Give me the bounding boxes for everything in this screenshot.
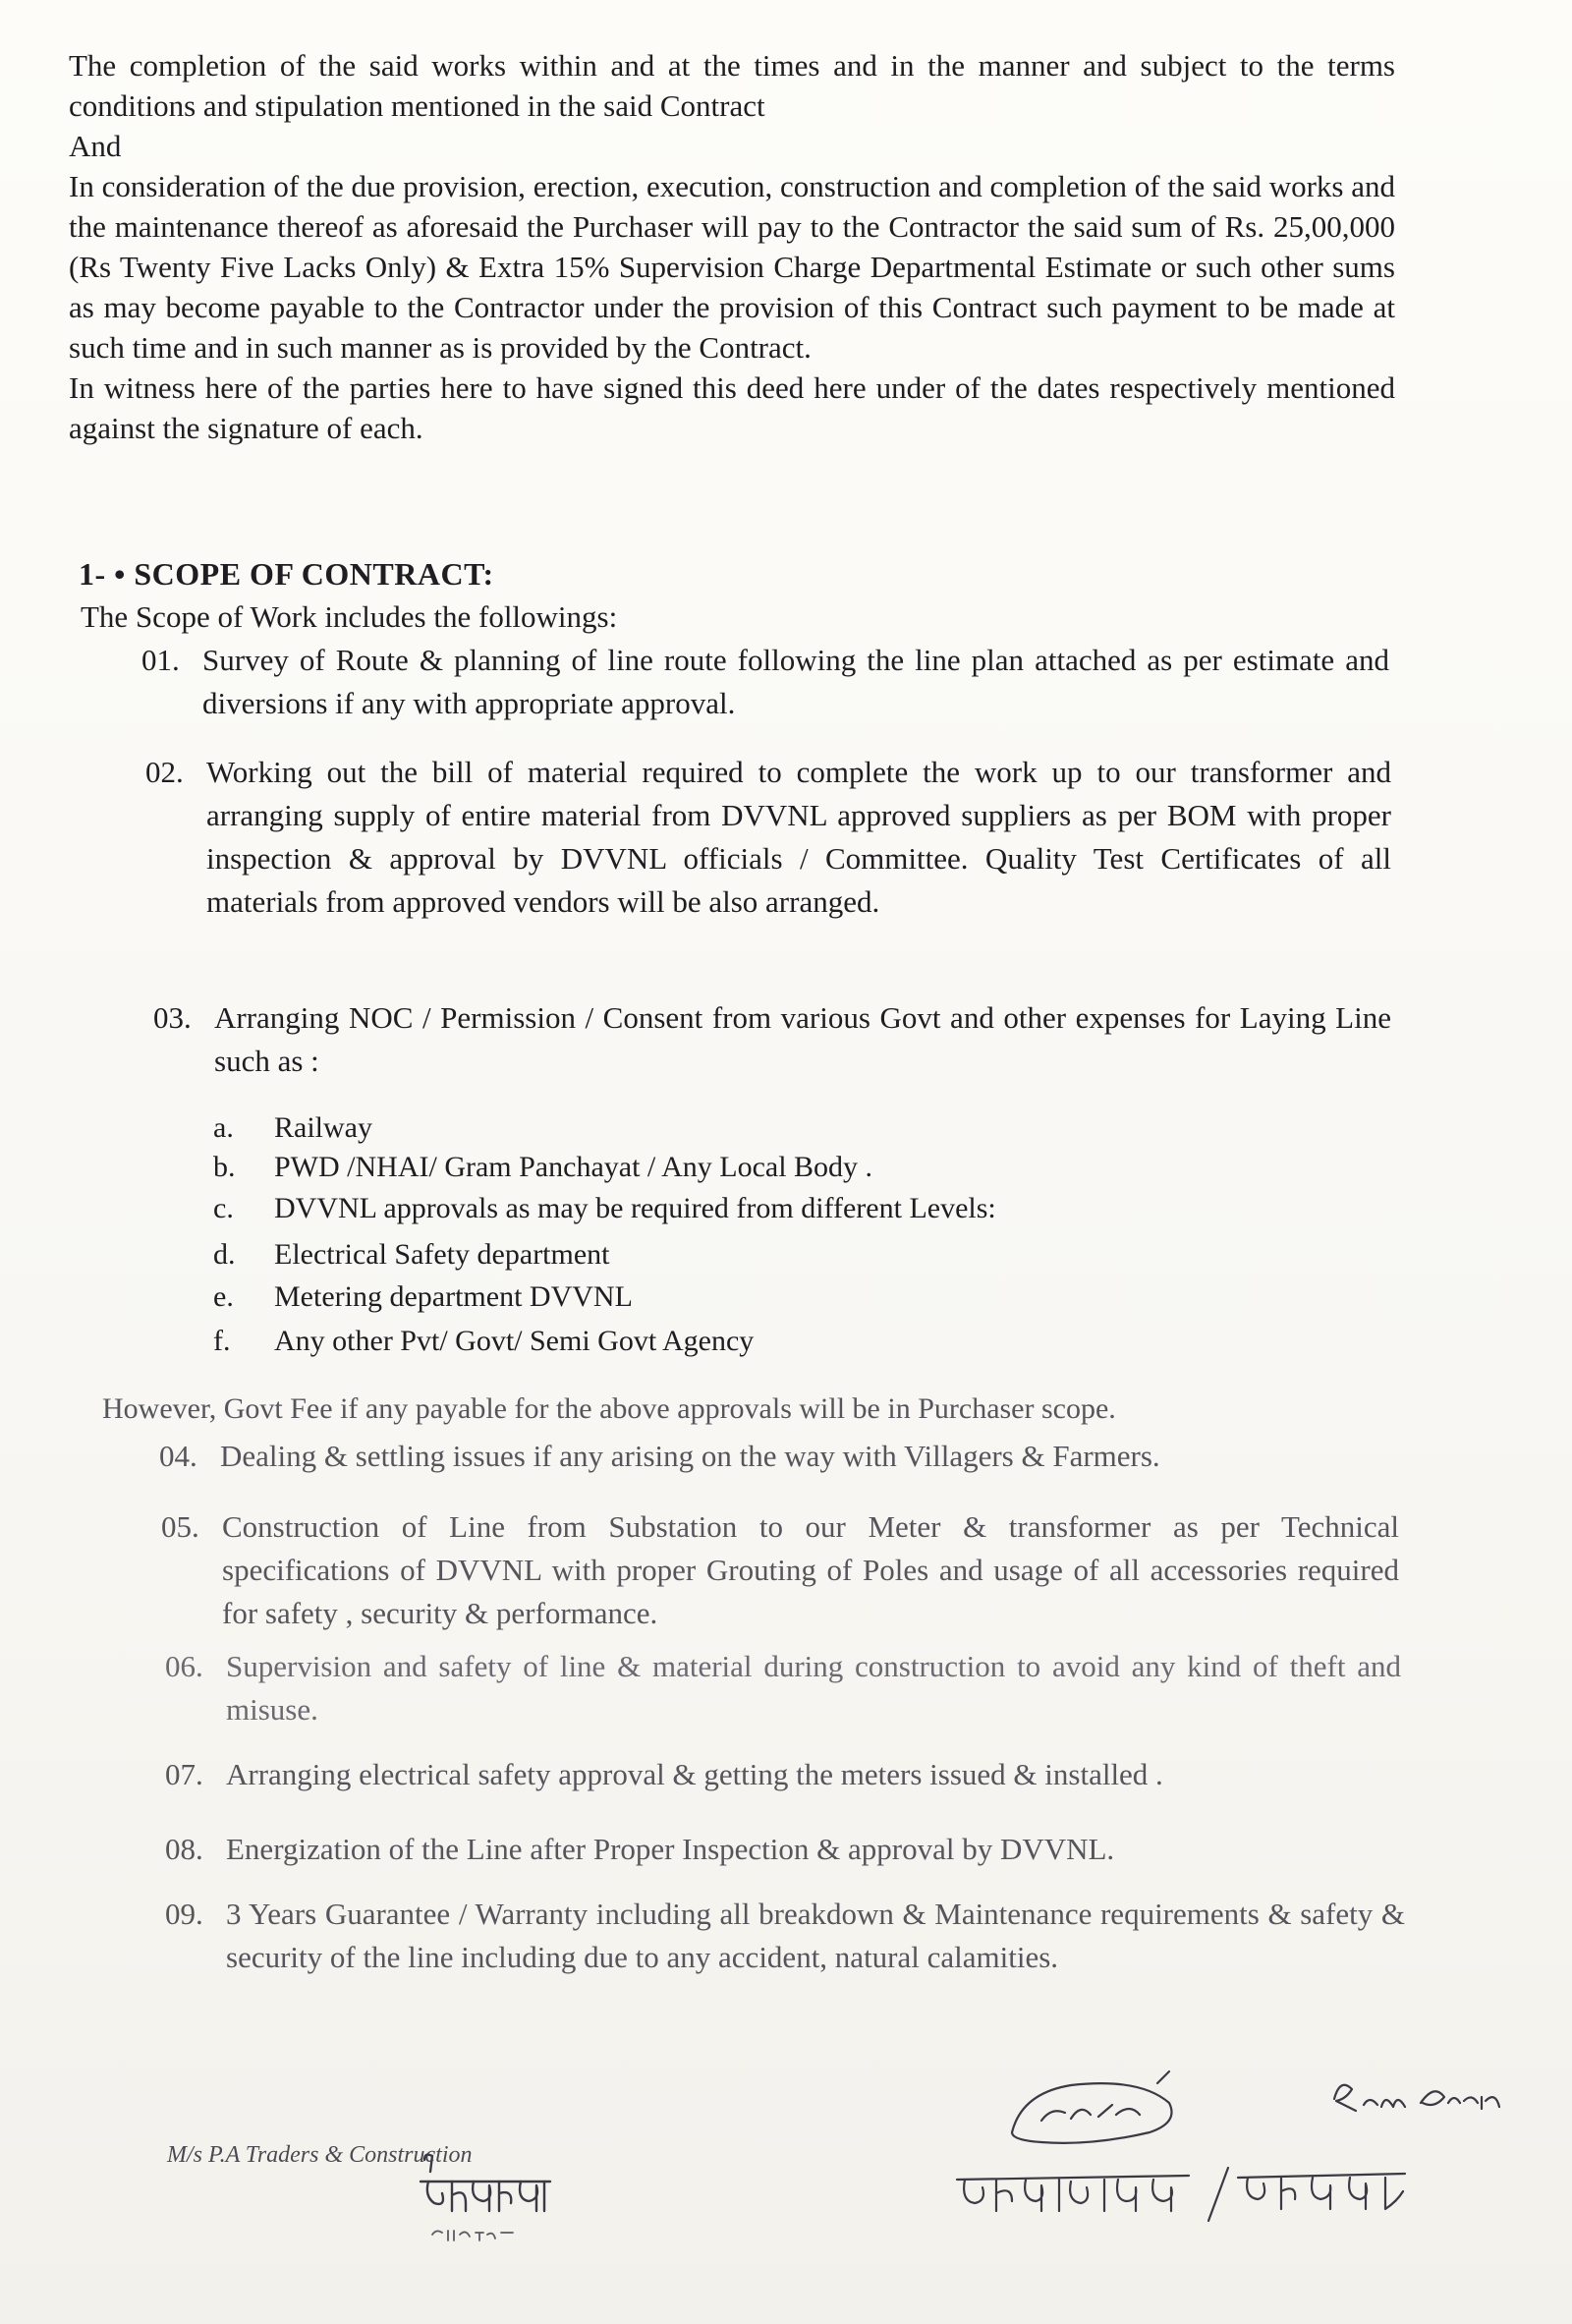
scope-item-06	[165, 1645, 1401, 1731]
item-text: Arranging NOC / Permission / Consent from various Govt and other expenses for Laying Line such as :	[214, 1000, 1391, 1078]
scope-item-08	[165, 1828, 1403, 1871]
item-number: 09.	[165, 1897, 203, 1931]
handwritten-signature-right	[943, 2064, 1533, 2290]
scope-item-02	[145, 751, 1391, 924]
sub-item-c	[213, 1189, 996, 1228]
item-text: Supervision and safety of line & material during construction to avoid any kind of theft and misuse.	[226, 1649, 1401, 1727]
sub-item-letter: c.	[213, 1192, 234, 1224]
item-number: 06.	[165, 1649, 203, 1683]
sub-item-text: Metering department DVVNL	[274, 1280, 633, 1313]
contractor-signature	[167, 2142, 580, 2290]
paragraph-witness: In witness here of the parties here to have signed this deed here under of the dates respectively mentioned against the signature of each.	[69, 370, 1395, 445]
sub-item-f	[213, 1322, 754, 1361]
govt-fee-note: However, Govt Fee if any payable for the above approvals will be in Purchaser scope.	[102, 1392, 1116, 1425]
item-text: Dealing & settling issues if any arising on the way with Villagers & Farmers.	[220, 1439, 1160, 1473]
sub-item-text: Railway	[274, 1111, 372, 1144]
item-number: 01.	[141, 643, 180, 677]
item-text: Construction of Line from Substation to our Meter & transformer as per Technical specifications of DVVNL with proper Grouting of Poles and usage of all accessories required for safety , security & performance.	[222, 1509, 1399, 1630]
scope-item-03	[153, 996, 1391, 1083]
sub-item-text: DVVNL approvals as may be required from different Levels:	[274, 1192, 996, 1224]
contract-text	[69, 45, 1395, 448]
sub-item-b	[213, 1148, 872, 1187]
item-number: 05.	[161, 1509, 199, 1544]
item-text: Working out the bill of material required to complete the work up to our transformer and arranging supply of entire material from DVVNL approved suppliers as per BOM with proper inspection & approval by DVVNL officials / Committee. Quality Test Certificates of all materials from approved vendors will be also arranged.	[206, 755, 1391, 919]
sub-item-letter: b.	[213, 1151, 236, 1183]
purchaser-signature	[943, 2064, 1533, 2290]
scope-item-07	[165, 1753, 1403, 1796]
paragraph-completion: The completion of the said works within and at the times and in the manner and subject to the terms conditions and stipulation mentioned in the said Contract	[69, 48, 1395, 123]
sub-item-text: Any other Pvt/ Govt/ Semi Govt Agency	[274, 1325, 755, 1357]
firm-stamp: M/s P.A Traders & Construction	[167, 2142, 473, 2168]
scope-item-01	[141, 639, 1389, 725]
and-conjunction: And	[69, 129, 122, 163]
scope-item-05	[161, 1505, 1399, 1635]
item-number: 07.	[165, 1757, 203, 1791]
sub-item-text: Electrical Safety department	[274, 1238, 610, 1271]
handwritten-signature-left	[167, 2142, 580, 2280]
scope-item-09	[165, 1893, 1405, 1979]
sub-item-letter: a.	[213, 1111, 234, 1144]
sub-item-d	[213, 1235, 610, 1275]
sub-item-letter: d.	[213, 1238, 236, 1271]
item-number: 03.	[153, 1000, 192, 1035]
item-number: 04.	[159, 1439, 197, 1473]
item-number: 08.	[165, 1832, 203, 1866]
scope-heading: 1- • SCOPE OF CONTRACT:	[79, 556, 494, 592]
item-text: 3 Years Guarantee / Warranty including all breakdown & Maintenance requirements & safety & security of the line including due to any accident, natural calamities.	[226, 1897, 1405, 1974]
item-text: Survey of Route & planning of line route following the line plan attached as per estimate and diversions if any with appropriate approval.	[202, 643, 1389, 720]
scope-intro: The Scope of Work includes the followings:	[81, 599, 618, 634]
item-text: Arranging electrical safety approval & getting the meters issued & installed .	[226, 1757, 1163, 1791]
item-number: 02.	[145, 755, 184, 789]
sub-item-text: PWD /NHAI/ Gram Panchayat / Any Local Body .	[274, 1151, 873, 1183]
sub-item-letter: e.	[213, 1280, 234, 1313]
scope-item-04	[159, 1435, 1397, 1478]
item-text: Energization of the Line after Proper Inspection & approval by DVVNL.	[226, 1832, 1115, 1866]
sub-item-letter: f.	[213, 1325, 231, 1357]
paragraph-consideration: In consideration of the due provision, erection, execution, construction and completion of the said works and the maintenance thereof as aforesaid the Purchaser will pay to the Contractor the said sum of Rs. 25,00,000 (Rs Twenty Five Lacks Only) & Extra 15% Supervision Charge Departmental Estimate or such other sums as may become payable to the Contractor under the provision of this Contract such payment to be made at such time and in such manner as is provided by the Contract.	[69, 169, 1395, 365]
sub-item-e	[213, 1277, 633, 1317]
sub-item-a	[213, 1108, 372, 1148]
